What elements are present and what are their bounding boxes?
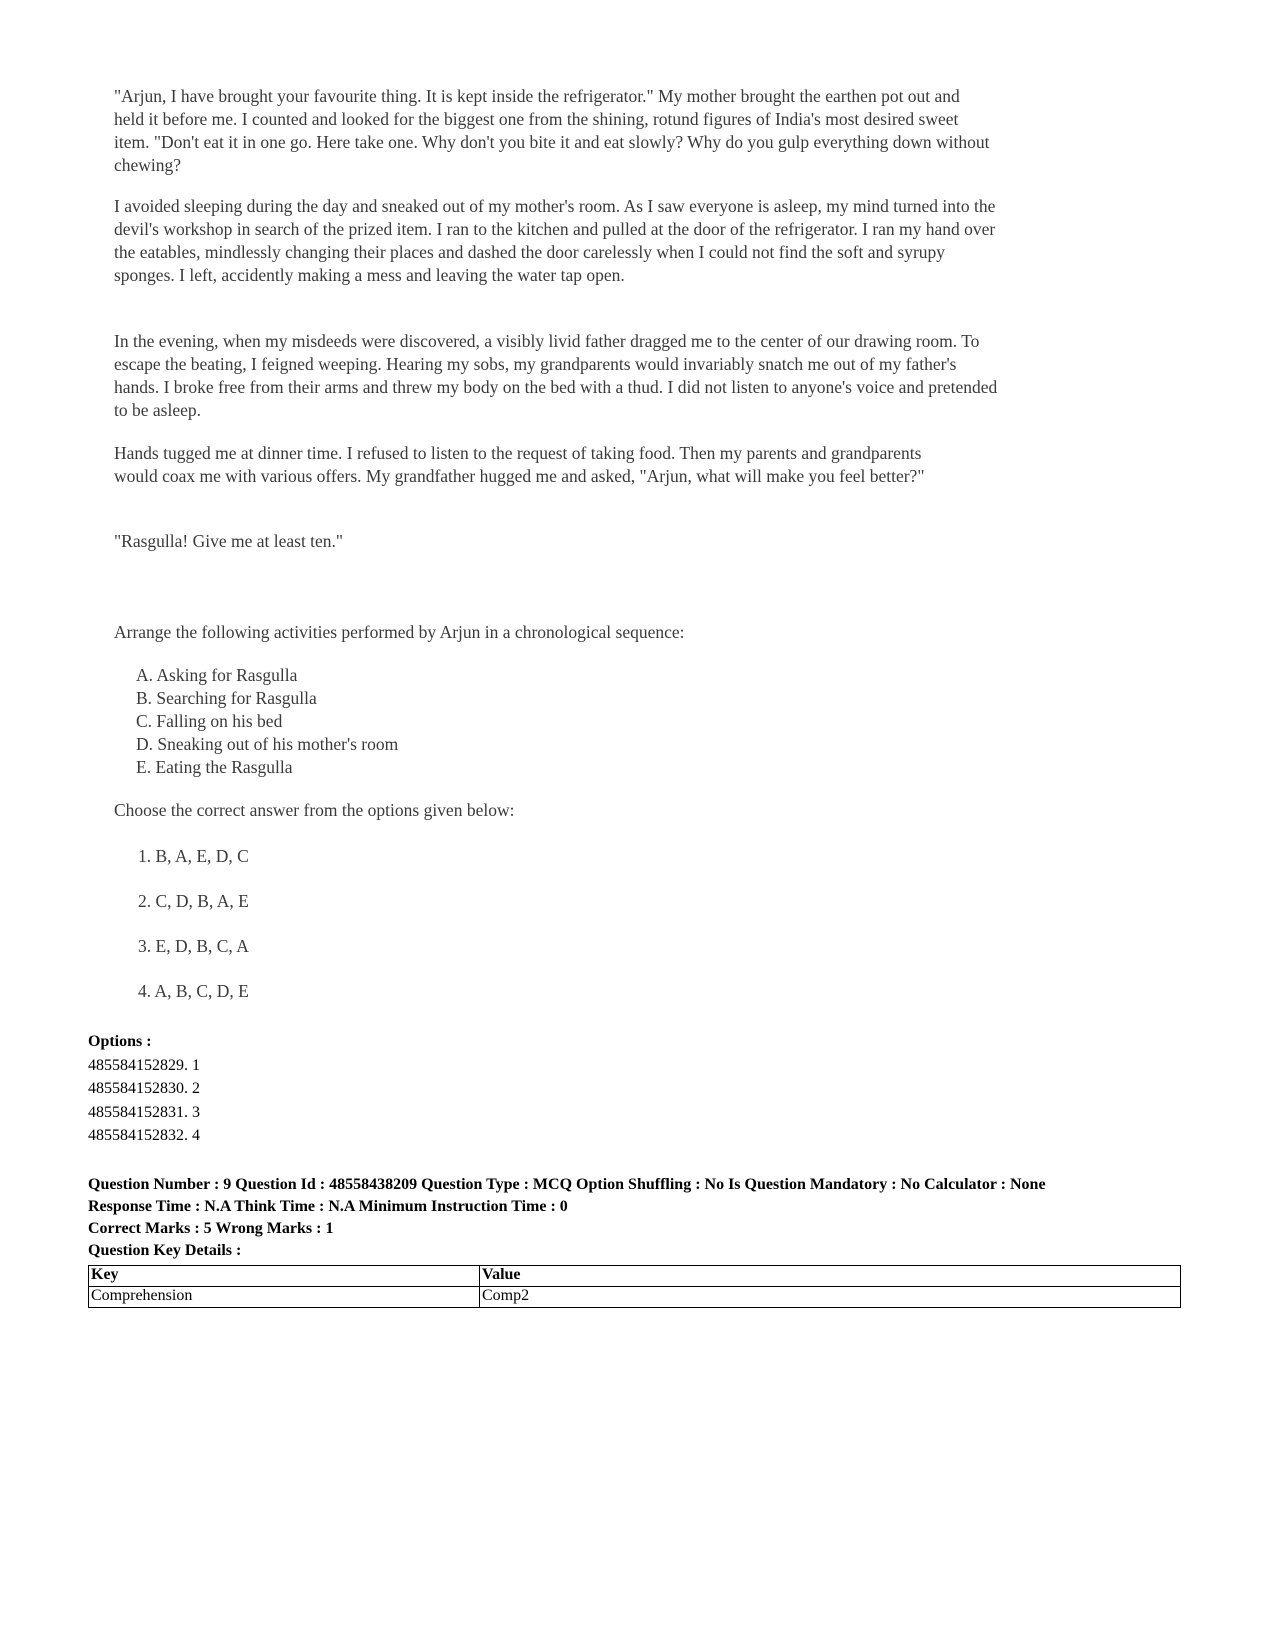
timing-info-line: Response Time : N.A Think Time : N.A Minimum Instruction Time : 0 xyxy=(88,1198,568,1215)
question-key-table xyxy=(88,1265,1181,1308)
table-header-cell: Value xyxy=(480,1266,1181,1287)
passage-paragraph: I avoided sleeping during the day and sneaked out of my mother's room. As I saw everyone is asleep, my mind turned into the devil's workshop in search of the prized item. I ran to the kitchen and pulled at the door of the refrigerator. I ran my hand over the eatables, mindlessly changing their places and dashed the door carelessly when I could not find the soft and syrupy sponges. I left, accidently making a mess and leaving the water tap open. xyxy=(114,196,996,285)
options-section xyxy=(88,1030,200,1148)
activity-item: C. Falling on his bed xyxy=(136,711,283,731)
activity-item: A. Asking for Rasgulla xyxy=(136,665,298,685)
question-metadata xyxy=(88,1174,1188,1262)
options-heading: Options : xyxy=(88,1033,152,1050)
answer-option: 2. C, D, B, A, E xyxy=(138,891,249,911)
passage-paragraph: Hands tugged me at dinner time. I refused to listen to the request of taking food. Then my parents and grandparents would coax me with various offers. My grandfather hugged me and asked, "Arjun, what will make you feel better?" xyxy=(114,443,925,486)
passage-paragraph: "Rasgulla! Give me at least ten." xyxy=(114,531,344,551)
table-row xyxy=(89,1287,1181,1308)
option-id-item: 485584152832. 4 xyxy=(88,1127,200,1144)
question-info-line: Question Number : 9 Question Id : 48558438209 Question Type : MCQ Option Shuffling : No Is Question Mandatory : No Calculator : None xyxy=(88,1176,1046,1193)
activity-item: D. Sneaking out of his mother's room xyxy=(136,734,399,754)
option-id-item: 485584152829. 1 xyxy=(88,1056,200,1074)
question-stem: Arrange the following activities performed by Arjun in a chronological sequence: xyxy=(114,622,685,642)
answer-option-list xyxy=(138,846,249,1026)
passage-paragraph: In the evening, when my misdeeds were discovered, a visibly livid father dragged me to the center of our drawing room. To escape the beating, I feigned weeping. Hearing my sobs, my grandparents would invariably snatch me out of my father's hands. I broke free from their arms and threw my body on the bed with a thud. I did not listen to anyone's voice and pretended to be asleep. xyxy=(114,331,998,420)
answer-option: 1. B, A, E, D, C xyxy=(138,846,249,866)
table-cell: Comp2 xyxy=(480,1287,1181,1308)
option-id-item: 485584152830. 2 xyxy=(88,1080,200,1097)
marks-info-line: Correct Marks : 5 Wrong Marks : 1 xyxy=(88,1220,334,1237)
answer-option: 3. E, D, B, C, A xyxy=(138,936,249,956)
choose-instruction: Choose the correct answer from the options given below: xyxy=(114,800,515,820)
passage-paragraph: "Arjun, I have brought your favourite thing. It is kept inside the refrigerator." My mother brought the earthen pot out and held it before me. I counted and looked for the biggest one from the shining, rotund figures of India's most desired sweet item. "Don't eat it in one go. Here take one. Why don't you bite it and eat slowly? Why do you gulp everything down without chewing? xyxy=(114,86,990,175)
option-id-item: 485584152831. 3 xyxy=(88,1103,200,1121)
activity-item: E. Eating the Rasgulla xyxy=(136,757,293,777)
answer-option: 4. A, B, C, D, E xyxy=(138,981,249,1001)
table-cell: Comprehension xyxy=(89,1287,480,1308)
key-details-heading: Question Key Details : xyxy=(88,1242,242,1259)
table-header-cell: Key xyxy=(89,1266,480,1287)
activity-item: B. Searching for Rasgulla xyxy=(136,688,317,708)
activity-list xyxy=(136,664,398,779)
table-header-row xyxy=(89,1266,1181,1287)
